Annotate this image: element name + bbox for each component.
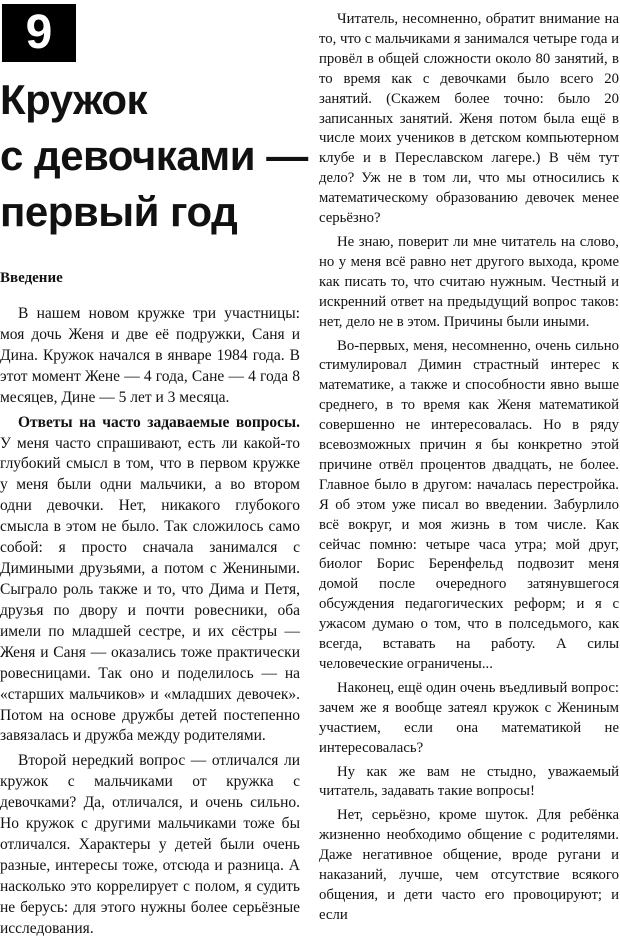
paragraph: Не знаю, поверит ли мне читатель на слово, но у меня всё равно нет другого выхода, кроме как писать то, что считаю нужным. Честный и искренний ответ на предыдущий вопрос таков: нет, дело не в этом. Причины были иными.	[319, 233, 619, 330]
chapter-title-line: первый год	[0, 188, 238, 235]
paragraph: В нашем новом кружке три участницы: моя дочь Женя и две её подружки, Саня и Дина. Кружок начался в январе 1984 года. В этот момент Жене — 4 года, Сане — 4 года 8 месяцев, Дине — 5 лет и 3 месяца.	[0, 305, 300, 406]
left-column-text	[0, 304, 300, 944]
paragraph: Наконец, ещё один очень въедливый вопрос: зачем же я вообще затеял кружок с Жениным участием, если она математикой не интересовалась?	[319, 679, 619, 756]
paragraph: Читатель, несомненно, обратит внимание на то, что с мальчиками я занимался четыре года и провёл в общей сложности около 80 занятий, в то время как с девочками было всего 20 занятий. (Скажем более точно: было 20 записанных занятий. Женя потом была ещё в числе моих учеников в детском компьютерном клубе и в Переславском лагере.) В чём тут дело? Уж не в том ли, что мы относились к математическому образованию девочек менее серьёзно?	[319, 11, 619, 227]
paragraph	[0, 413, 300, 748]
paragraph: Во-первых, меня, несомненно, очень сильно стимулировал Димин страстный интерес к математике, а также и способности явно выше среднего, в то время как Женя математикой совершенно не интересовалась. Но в ряду всевозможных причин я бы конкретно этой причине отвёл процентов двадцать, не более. Главное было в другом: началась перестройка. Я об этом уже писал во введении. Забурлило всё вокруг, и моя жизнь в том числе. Как сейчас помню: четыре часа утра; мой друг, биолог Борис Беренфельд подвозит меня домой после очередного затянувшегося обсуждения педагогических реформ; и я с ужасом думаю о том, что в полседьмого, как всегда, вставать на работу. А силы человеческие ограничены...	[319, 337, 619, 672]
paragraph: Второй нередкий вопрос — отличался ли кружок с мальчиками от кружка с девочками? Да, отличался, и очень сильно. Но кружок с другими мальчиками тоже бы отличался. Характеры у детей были очень разные, интересы тоже, отсюда и разница. А насколько это коррелирует с полом, я судить не берусь: для этого нужны более серьёзные исследования.	[0, 752, 300, 937]
chapter-title-line: Кружок	[0, 76, 148, 123]
chapter-number-badge	[2, 4, 76, 62]
paragraph-body: У меня часто спрашивают, есть ли какой-то глубокий смысл в том, что в первом кружке у меня были одни мальчики, а во втором одни девочки. Нет, никакого глубокого смысла в этом не было. Так сложилось само собой: я просто сначала занимался с Димиными друзьями, а потом с Жениными. Сыграло роль также и то, что Дима и Петя, друзья по двору и почти ровесники, оба имели по младшей сестре, и их сёстры — Женя и Саня — оказались тоже практически ровесницами. Так оно и поделилось — на «старших мальчиков» и «младших девочек». Потом на основе дружбы детей постепенно завязалась и дружба между родителями.	[0, 434, 300, 745]
faq-run-in-heading: Ответы на часто задаваемые вопросы.	[18, 413, 300, 431]
chapter-title	[0, 72, 308, 240]
section-heading: Введение	[0, 270, 63, 286]
paragraph: Ну как же вам не стыдно, уважаемый читатель, задавать такие вопросы!	[319, 763, 619, 800]
right-column-text	[319, 10, 619, 930]
chapter-title-line: с девочками —	[0, 132, 308, 179]
paragraph: Нет, серьёзно, кроме шуток. Для ребёнка жизненно необходимо общение с родителями. Даже негативное общение, вроде ругани и наказаний, лучше, чем отсутствие всякого общения, и дети часто его провоцируют; и если	[319, 807, 619, 923]
chapter-number: 9	[25, 6, 53, 59]
